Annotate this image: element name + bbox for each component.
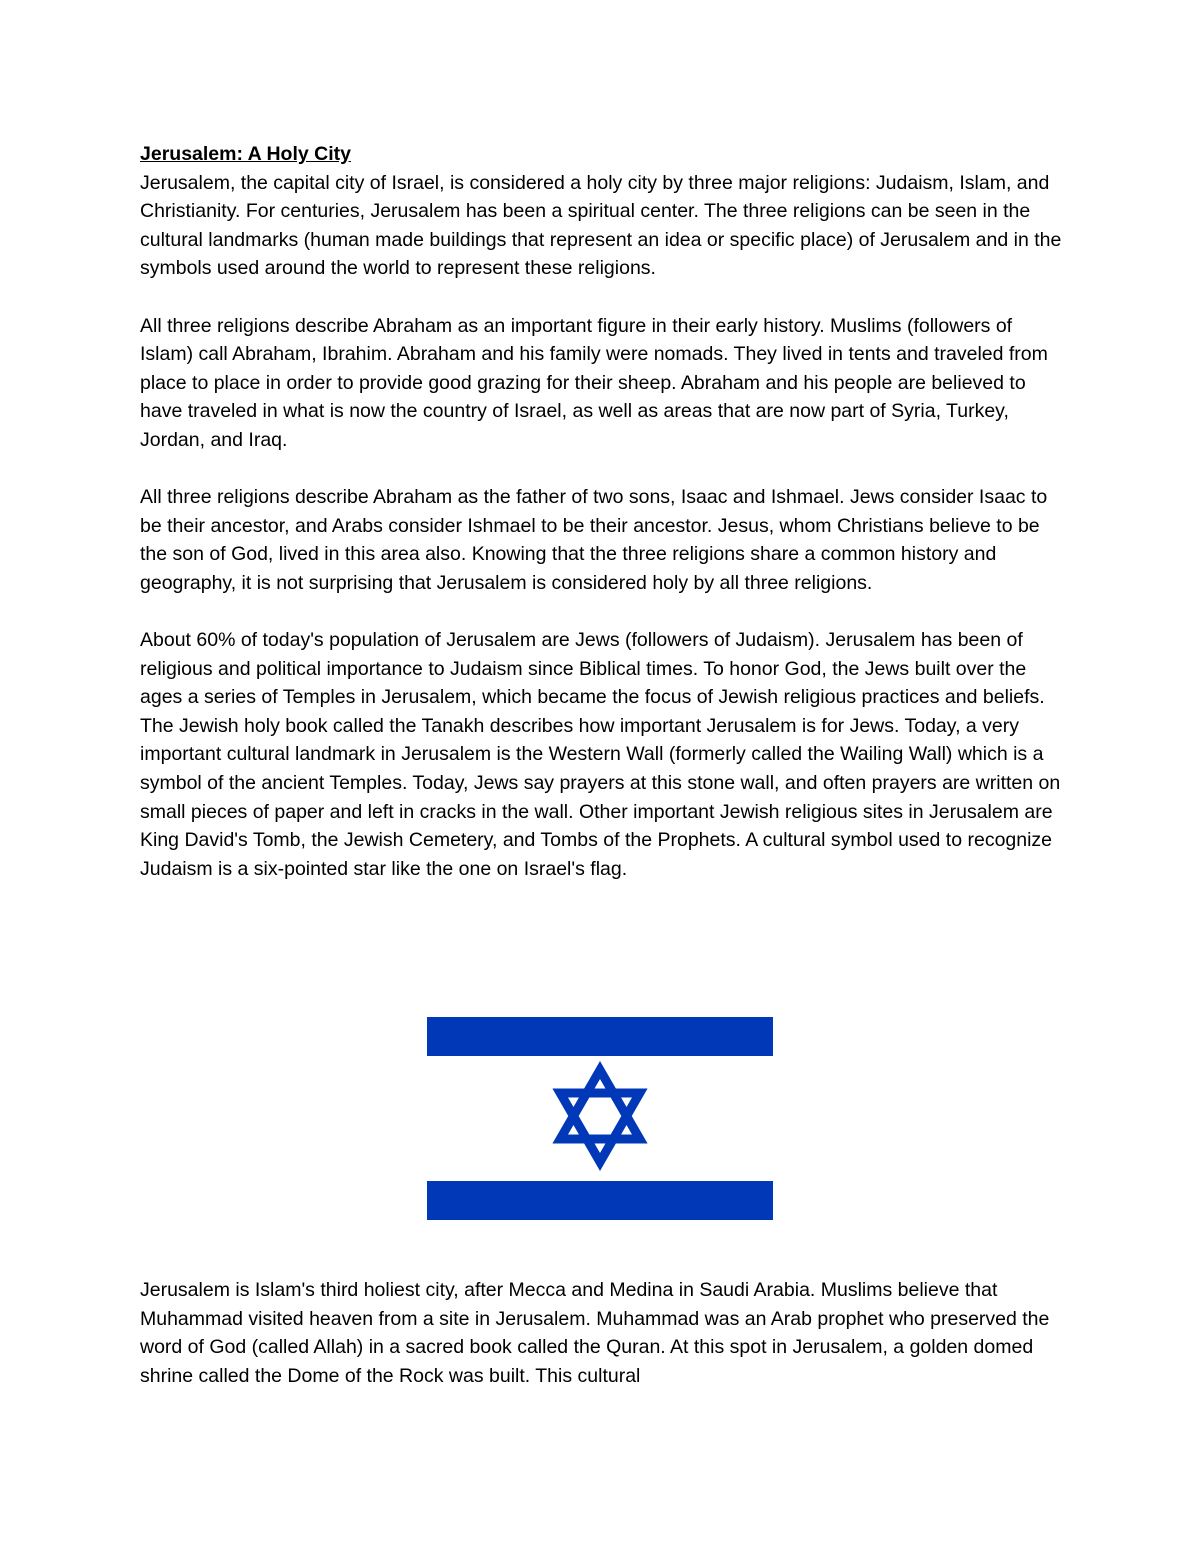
paragraph-islam: Jerusalem is Islam's third holiest city, after Mecca and Medina in Saudi Arabia. Muslims believe that Muhammad visited heaven from a site in Jerusalem. Muhammad was an Arab prophet who preserved the word of God (called Allah) in a sacred book called the Quran. At this spot in Jerusalem, a golden domed shrine called the Dome of the Rock was built. This cultural — [140, 1279, 1050, 1387]
paragraph-abraham: All three religions describe Abraham as an important figure in their early history. Muslims (followers of Islam) call Abraham, Ibrahim. Abraham and his family were nomads. They lived in tents and traveled from place to place in order to provide good grazing for their sheep. Abraham and his people are believed to have traveled in what is now the country of Israel, as well as areas that are now part of Syria, Turkey, Jordan, and Iraq. — [140, 314, 1048, 451]
paragraph-judaism: About 60% of today's population of Jerusalem are Jews (followers of Judaism). Jerusalem has been of religious and political importance to Judaism since Biblical times. To honor God, the Jews built over the ages a series of Temples in Jerusalem, which became the focus of Jewish religious practices and beliefs. The Jewish holy book called the Tanakh describes how important Jerusalem is for Jews. Today, a very important cultural landmark in Jerusalem is the Western Wall (formerly called the Wailing Wall) which is a symbol of the ancient Temples. Today, Jews say prayers at this stone wall, and often prayers are written on small pieces of paper and left in cracks in the wall. Other important Jewish religious sites in Jerusalem are King David's Tomb, the Jewish Cemetery, and Tombs of the Prophets. A cultural symbol used to recognize Judaism is a six-pointed star like the one on Israel's flag. — [140, 629, 1061, 880]
document-title: Jerusalem: A Holy City — [140, 143, 351, 165]
paragraph-gap — [140, 598, 1065, 627]
paragraph-sons: All three religions describe Abraham as the father of two sons, Isaac and Ishmael. Jews consider Isaac to be their ancestor, and Arabs consider Ishmael to be their ancestor. Jesus, whom Christians believe to be the son of God, lived in this area also. Knowing that the three religions share a common history and geography, it is not surprising that Jerusalem is considered holy by all three religions. — [140, 486, 1048, 594]
document-body — [140, 140, 1065, 883]
israel-flag-icon — [427, 1017, 773, 1220]
flag-top-stripe — [427, 1017, 773, 1056]
paragraph-gap — [140, 283, 1065, 312]
paragraph-gap — [140, 455, 1065, 484]
paragraph-intro: Jerusalem, the capital city of Israel, is considered a holy city by three major religions: Judaism, Islam, and Christianity. For centuries, Jerusalem has been a spiritual center. The three religions can be seen in the cultural landmarks (human made buildings that represent an idea or specific place) of Jerusalem and in the symbols used around the world to represent these religions. — [140, 171, 1062, 280]
flag-bottom-stripe — [427, 1181, 773, 1220]
document-body-continued — [140, 1276, 1065, 1390]
